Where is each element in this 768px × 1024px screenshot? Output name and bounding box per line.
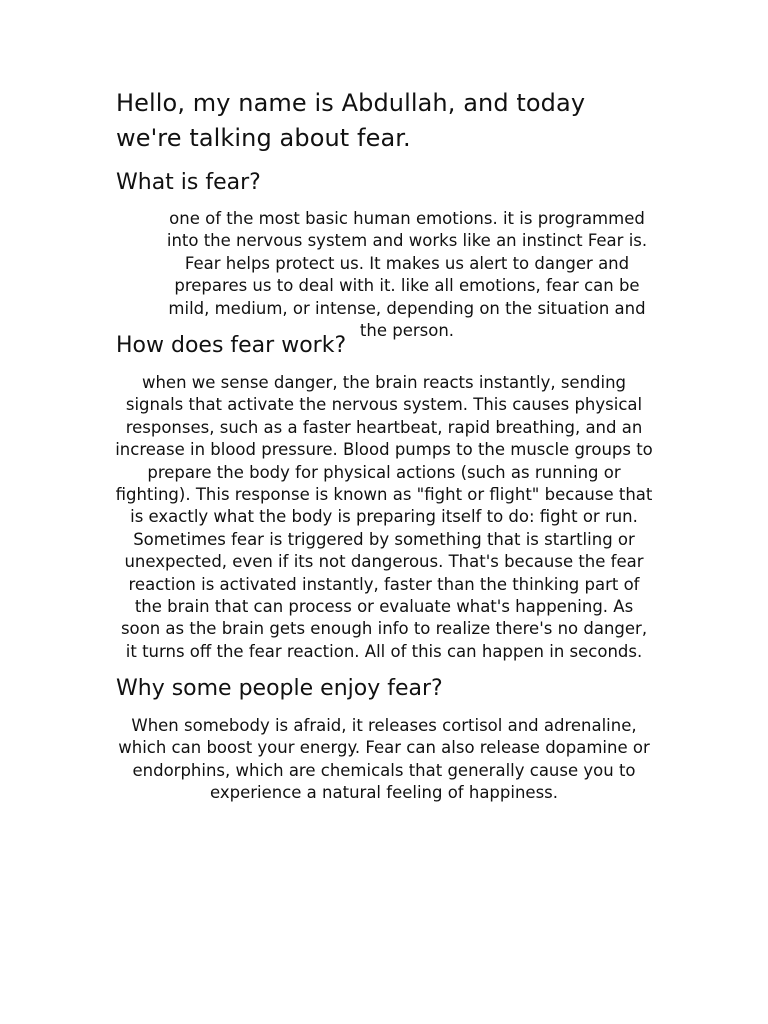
document-title: Hello, my name is Abdullah, and today we're talking about fear.	[116, 89, 586, 152]
section-body-how-does-fear-work: when we sense danger, the brain reacts instantly, sending signals that activate the nervous system. This causes physical responses, such as a faster heartbeat, rapid breathing, and an increase in blood pressure. Blood pumps to the muscle groups to prepare the body for physical actions (such as running or fighting). This response is known as "fight or flight" because that is exactly what the body is preparing itself to do: fight or run. Sometimes fear is triggered by something that is startling or unexpected, even if its not dangerous. That's because the fear reaction is activated instantly, faster than the thinking part of the brain that can process or evaluate what's happening. As soon as the brain gets enough info to realize there's no danger, it turns off the fear reaction. All of this can happen in seconds.	[115, 373, 653, 661]
section-body-why-enjoy-fear: When somebody is afraid, it releases cortisol and adrenaline, which can boost your energy. Fear can also release dopamine or endorphins, which are chemicals that generally cause you to experience a natural feeling of happiness.	[118, 716, 650, 803]
section-heading-why-enjoy-fear: Why some people enjoy fear?	[116, 676, 443, 701]
section-body-what-is-fear: one of the most basic human emotions. it is programmed into the nervous system and works like an instinct Fear is. Fear helps protect us. It makes us alert to danger and prepares us to deal with it. like all emotions, fear can be mild, medium, or intense, depending on the situation and the person.	[166, 209, 648, 341]
section-heading-how-does-fear-work: How does fear work?	[116, 333, 347, 358]
section-heading-what-is-fear: What is fear?	[116, 170, 261, 195]
